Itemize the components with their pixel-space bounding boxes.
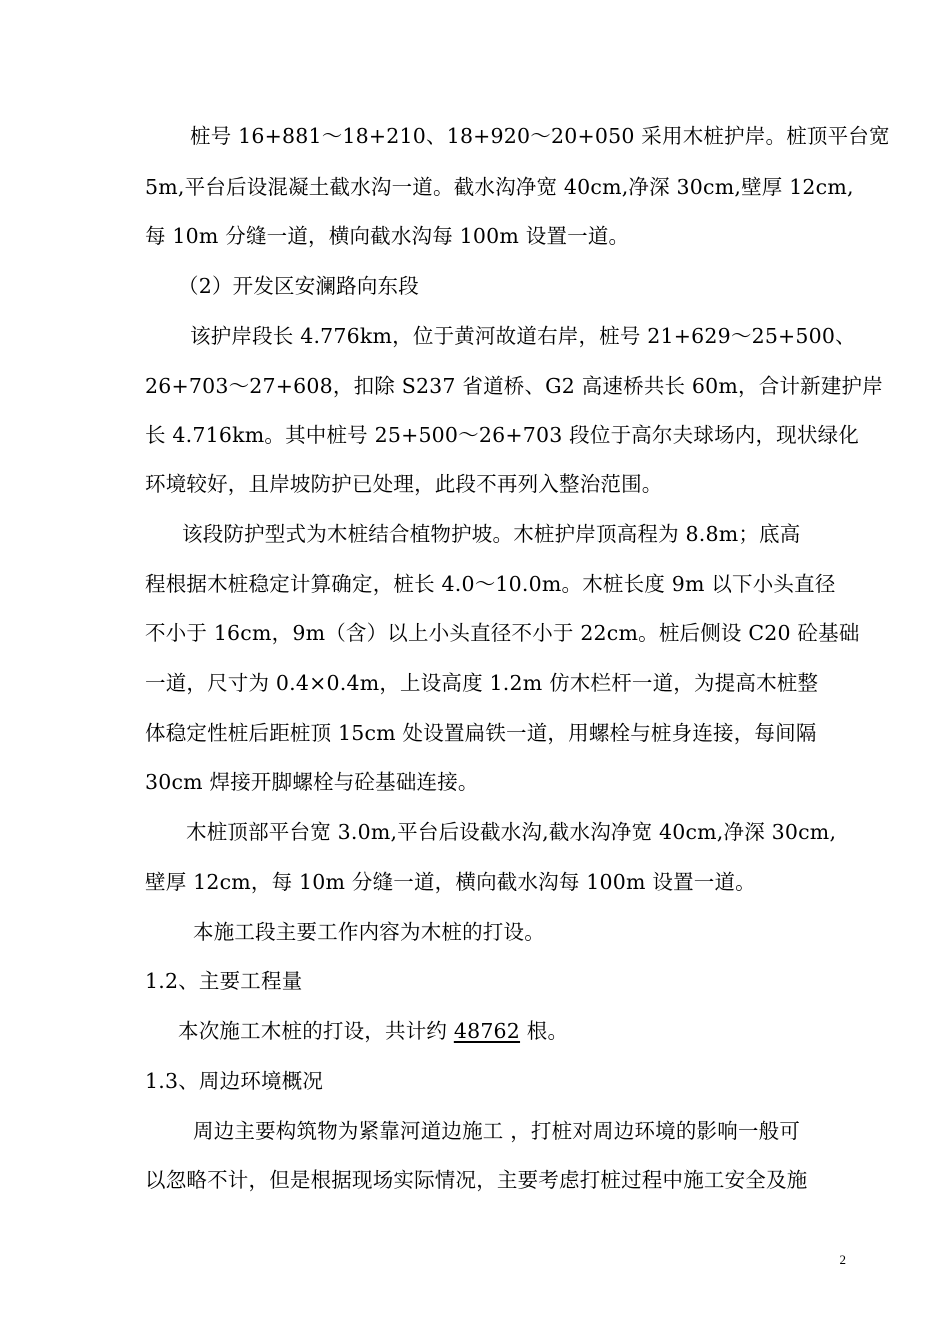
paragraph-5: 本施工段主要工作内容为木桩的打设。	[193, 920, 545, 944]
paragraph-4-line-2: 壁厚 12cm，每 10m 分缝一道，横向截水沟每 100m 设置一道。	[145, 870, 756, 894]
paragraph-3-line-5: 体稳定性桩后距桩顶 15cm 处设置扁铁一道，用螺栓与桩身连接，每间隔	[145, 721, 817, 745]
paragraph-2-line-3: 长 4.716km。其中桩号 25+500～26+703 段位于高尔夫球场内，现状绿化	[145, 423, 859, 447]
paragraph-3-line-4: 一道，尺寸为 0.4×0.4m，上设高度 1.2m 仿木栏杆一道，为提高木桩整	[145, 671, 819, 695]
paragraph-2-line-2: 26+703～27+608，扣除 S237 省道桥、G2 高速桥共长 60m，合计新建护岸	[145, 374, 883, 398]
paragraph-2-line-1: 该护岸段长 4.776km，位于黄河故道右岸，桩号 21+629～25+500、	[190, 324, 856, 348]
section-1-2-heading: 1.2、主要工程量	[145, 969, 303, 993]
paragraph-4-line-1: 木桩顶部平台宽 3.0m,平台后设截水沟,截水沟净宽 40cm,净深 30cm,	[186, 820, 837, 844]
paragraph-2-line-4: 环境较好，且岸坡防护已处理，此段不再列入整治范围。	[145, 472, 663, 496]
paragraph-3-line-1: 该段防护型式为木桩结合植物护坡。木桩护岸顶高程为 8.8m；底高	[182, 522, 801, 546]
section-1-2-text	[178, 1016, 888, 1046]
paragraph-3-line-3: 不小于 16cm，9m（含）以上小头直径不小于 22cm。桩后侧设 C20 砼基础	[145, 621, 860, 645]
paragraph-3-line-2: 程根据木桩稳定计算确定，桩长 4.0～10.0m。木桩长度 9m 以下小头直径	[145, 572, 836, 596]
paragraph-1-line-1: 桩号 16+881～18+210、18+920～20+050 采用木桩护岸。桩顶平台宽	[190, 124, 890, 148]
section-1-3-heading: 1.3、周边环境概况	[145, 1069, 324, 1093]
section-1-3-line-1: 周边主要构筑物为紧靠河道边施工 ，打桩对周边环境的影响一般可	[193, 1119, 801, 1143]
quantity-text-before: 本次施工木桩的打设，共计约	[178, 1019, 454, 1043]
subheading-2: （2）开发区安澜路向东段	[178, 274, 419, 298]
quantity-text-after: 根。	[520, 1019, 569, 1043]
paragraph-1-line-2: 5m,平台后设混凝土截水沟一道。截水沟净宽 40cm,净深 30cm,壁厚 12cm,	[145, 175, 854, 199]
section-1-3-line-2: 以忽略不计，但是根据现场实际情况，主要考虑打桩过程中施工安全及施	[145, 1168, 808, 1192]
pile-count: 48762	[453, 1019, 521, 1043]
page-number: 2	[839, 1252, 846, 1267]
paragraph-3-line-6: 30cm 焊接开脚螺栓与砼基础连接。	[145, 770, 479, 794]
paragraph-1-line-3: 每 10m 分缝一道，横向截水沟每 100m 设置一道。	[145, 224, 630, 248]
